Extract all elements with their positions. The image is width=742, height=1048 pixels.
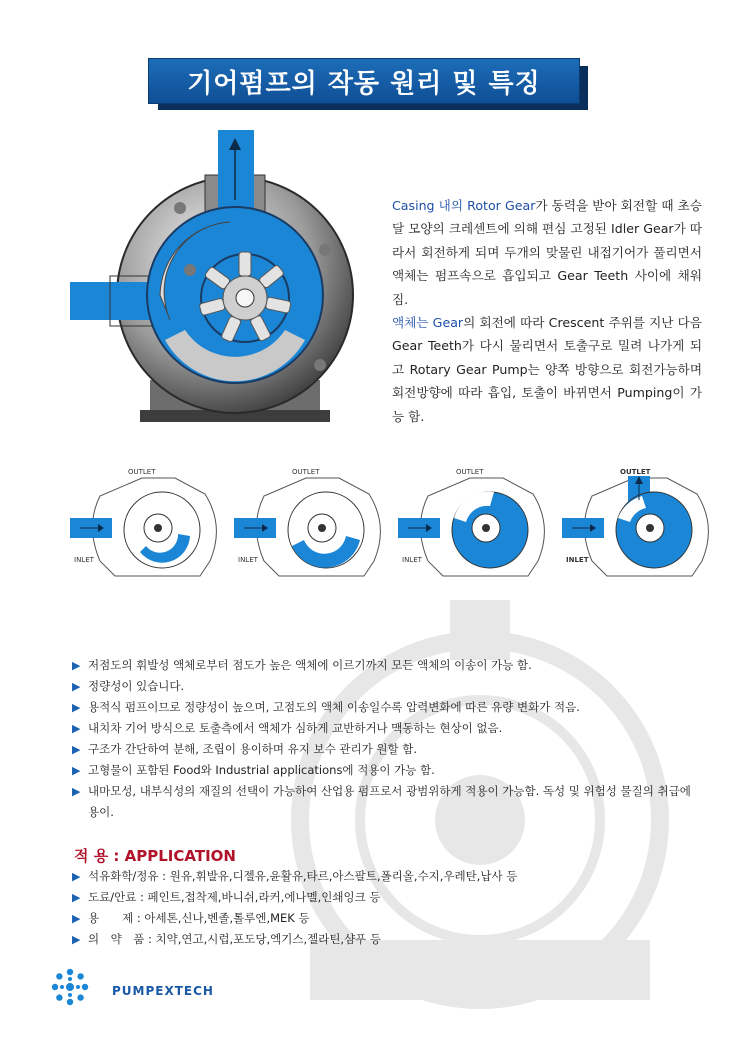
inlet-label: INLET	[74, 556, 94, 564]
operation-step-diagram-4	[562, 466, 722, 586]
triangle-bullet-icon: ▶	[72, 764, 81, 777]
list-item: ▶ 고형물이 포함된 Food와 Industrial applications에 적용이 가능 함.	[72, 760, 692, 781]
outlet-label: OUTLET	[456, 468, 484, 476]
list-item: ▶ 도료/안료 : 페인트,접착제,바니쉬,라커,에나멜,인쇄잉크 등	[72, 887, 692, 908]
page-title: 기어펌프의 작동 원리 및 특징	[148, 58, 580, 104]
application-list	[72, 866, 692, 950]
description-paragraph-2	[392, 311, 702, 428]
application-title: 적 용 : APPLICATION	[74, 847, 236, 865]
triangle-bullet-icon: ▶	[72, 912, 81, 925]
triangle-bullet-icon: ▶	[72, 785, 81, 798]
triangle-bullet-icon: ▶	[72, 743, 81, 756]
brand-name: PUMPEXTECH	[112, 984, 214, 998]
list-item: ▶ 구조가 간단하여 분해, 조립이 용이하며 유지 보수 관리가 원할 함.	[72, 739, 692, 760]
list-item: ▶ 내마모성, 내부식성의 재질의 선택이 가능하여 산업용 펌프로서 광범위하게 적용이 가능함. 독성 및 위험성 물질의 취급에 용이.	[72, 781, 692, 823]
triangle-bullet-icon: ▶	[72, 933, 81, 946]
triangle-bullet-icon: ▶	[72, 722, 81, 735]
description-highlight-1: Casing 내의 Rotor Gear	[392, 198, 536, 213]
list-item: ▶ 저점도의 휘발성 액체로부터 점도가 높은 액체에 이르기까지 모든 액체의 이송이 가능 함.	[72, 655, 692, 676]
triangle-bullet-icon: ▶	[72, 659, 81, 672]
outlet-label: OUTLET	[292, 468, 320, 476]
list-item: ▶ 내치차 기어 방식으로 토출측에서 액체가 심하게 교반하거나 맥동하는 현상이 없음.	[72, 718, 692, 739]
feature-list	[72, 655, 692, 823]
list-item: ▶ 용 제 : 아세톤,신나,벤졸,톨루엔,MEK 등	[72, 908, 692, 929]
title-banner	[148, 58, 588, 108]
inlet-label: INLET	[238, 556, 258, 564]
operation-step-diagram-1	[70, 466, 230, 586]
description-text-1: 가 동력을 받아 회전할 때 초승달 모양의 크레센트에 의해 편심 고정된 Idler Gear가 따라서 회전하게 되며 두개의 맞물린 내접기어가 풀리면서 액체는 펌프속으로 흡입되고 Gear Teeth 사이에 채워짐.	[392, 198, 702, 307]
list-item: ▶ 석유화학/정유 : 원유,휘발유,디젤유,윤활유,타르,아스팔트,폴리올,수지,우레탄,납사 등	[72, 866, 692, 887]
triangle-bullet-icon: ▶	[72, 680, 81, 693]
list-item: ▶ 정량성이 있습니다.	[72, 676, 692, 697]
description-highlight-2: 액체는 Gear	[392, 315, 464, 331]
list-item: ▶ 용적식 펌프이므로 정량성이 높으며, 고점도의 액체 이송일수록 압력변화에 따른 유량 변화가 적음.	[72, 697, 692, 718]
operation-description	[392, 194, 702, 428]
gear-pump-cutaway-illustration	[70, 130, 380, 430]
inlet-label: INLET	[402, 556, 422, 564]
triangle-bullet-icon: ▶	[72, 701, 81, 714]
gear-logo-icon	[50, 967, 90, 1007]
description-text-2: 의 회전에 따라 Crescent 주위를 지난 다음 Gear Teeth가 다시 물리면서 토출구로 밀려 나가게 되고 Rotary Gear Pump는 양쪽 방향으로 회전가능하며 회전방향에 따라 흡입, 토출이 바뀌면서 Pumping이 가능 함.	[392, 315, 702, 424]
outlet-label: OUTLET	[128, 468, 156, 476]
triangle-bullet-icon: ▶	[72, 891, 81, 904]
triangle-bullet-icon: ▶	[72, 870, 81, 883]
inlet-label: INLET	[566, 556, 589, 564]
outlet-label: OUTLET	[620, 468, 651, 476]
list-item: ▶ 의 약 품 : 치약,연고,시럽,포도당,엑기스,젤라틴,샴푸 등	[72, 929, 692, 950]
operation-step-diagram-2	[234, 466, 394, 586]
description-paragraph-1	[392, 194, 702, 311]
operation-step-diagram-3	[398, 466, 558, 586]
